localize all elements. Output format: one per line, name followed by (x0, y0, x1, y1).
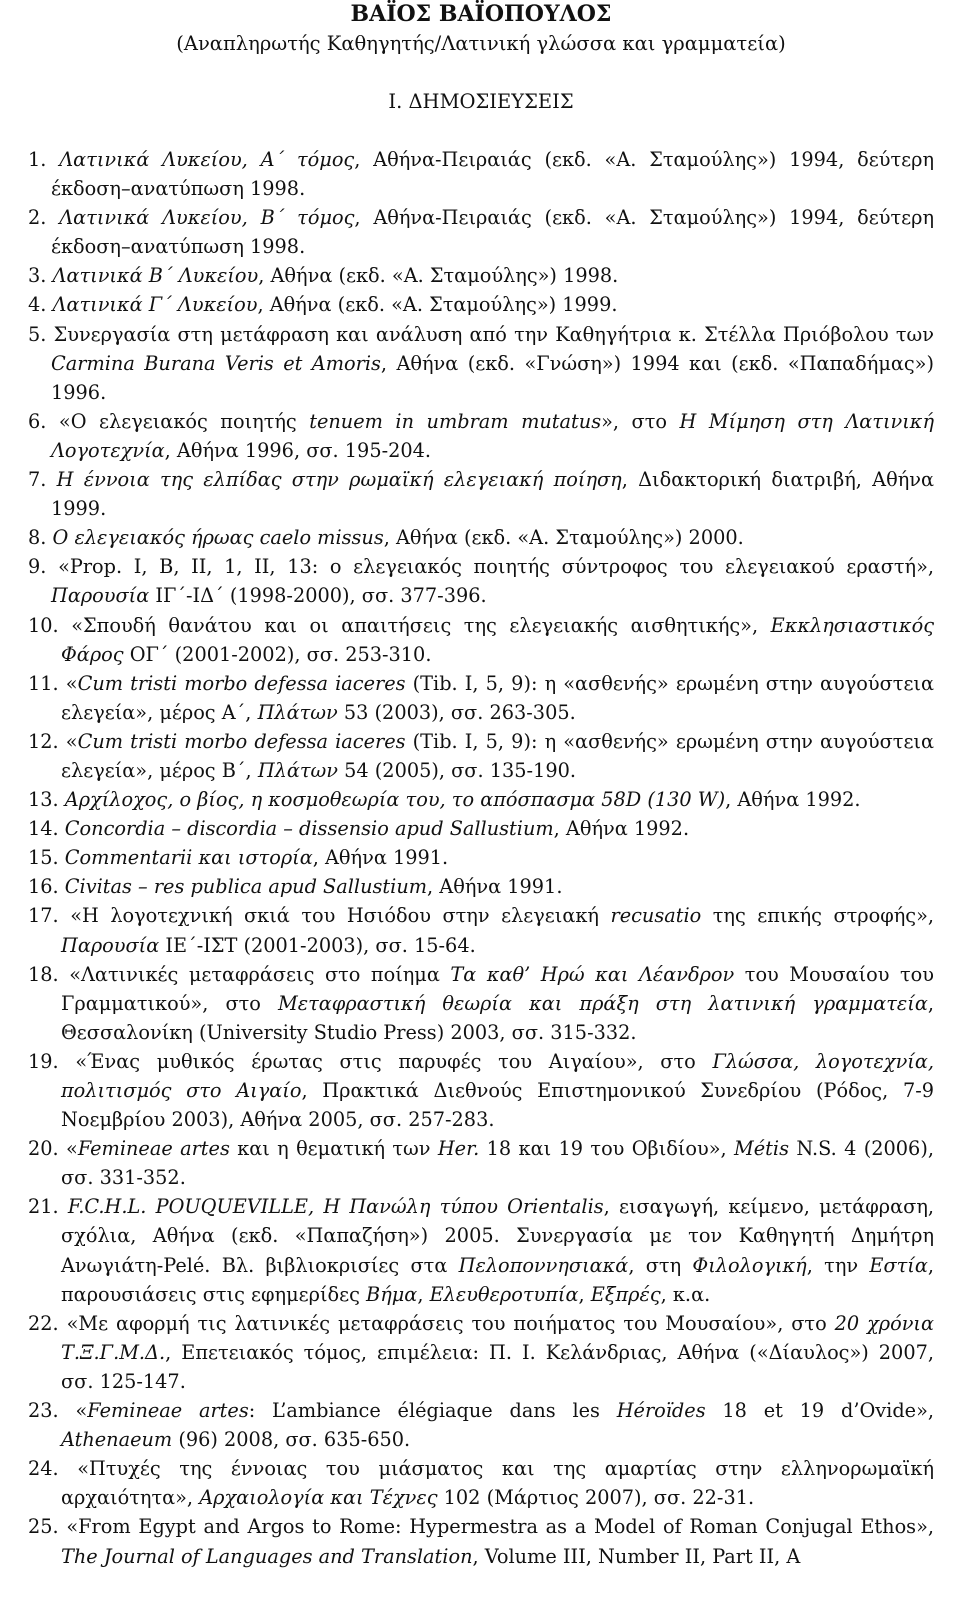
publication-text: «Ο ελεγειακός ποιητής (58, 409, 310, 433)
publication-title-italic: Γλώσσα, λογοτεχνία, πολιτισμός στο Αιγαίο (61, 1049, 935, 1102)
publication-text: , Αθήνα (εκδ. «Γνώση») 1994 και (εκδ. «Παπαδήμας») 1996. (51, 351, 934, 404)
publication-text: ΙΓ΄-ΙΔ΄ (1998-2000), σσ. 377-396. (149, 584, 487, 608)
publication-title-italic: Παρουσία (61, 933, 160, 957)
publication-item (28, 552, 934, 610)
publication-item (28, 1396, 934, 1454)
publication-text: », στο (601, 409, 680, 433)
publication-text: «Ένας μυθικός έρωτας στις παρυφές του Αιγαίου», στο (75, 1049, 713, 1073)
publication-title-italic: Παρουσία (51, 584, 150, 608)
publication-item (28, 465, 934, 523)
publication-number: 12. (28, 729, 66, 753)
publication-text: (Tib. I, 5, 9): η «ασθενής» ερωμένη στην αυγούστεια ελεγεία», μέρος Α΄, (61, 671, 935, 724)
publication-text: , Αθήνα 1991. (427, 875, 563, 899)
publication-title-italic: Τα καθ’ Ηρώ και Λέανδρον (450, 962, 735, 986)
publication-title-italic: The Journal of Languages and Translation (61, 1544, 473, 1568)
publication-title-italic: Cum tristi morbo defessa iaceres (77, 671, 406, 695)
publication-text: και η θεματική των (229, 1137, 438, 1161)
publication-text: , Θεσσαλονίκη (University Studio Press) 2003, σσ. 315-332. (61, 991, 935, 1044)
publication-item (28, 843, 934, 872)
publication-item (28, 814, 934, 843)
publication-text: , την (806, 1253, 870, 1277)
publication-title-italic: Λατινικά Γ΄ Λυκείου (52, 293, 258, 317)
publication-text: (Tib. I, 5, 9): η «ασθενής» ερωμένη στην αυγούστεια ελεγεία», μέρος Β΄, (61, 729, 935, 782)
publication-item (28, 290, 934, 319)
publication-title-italic: Her. (437, 1137, 480, 1161)
publication-text: , παρουσιάσεις στις εφημερίδες (61, 1253, 935, 1306)
publication-text: «Prop. I, B, II, 1, II, 13: ο ελεγειακός ποιητής σύντροφος του ελεγειακού εραστή», (58, 555, 934, 579)
publication-title-italic: Αρχίλοχος, ο βίος, η κοσμοθεωρία του, το απόσπασμα 58D (130 W) (64, 788, 726, 812)
publication-item (28, 1309, 934, 1396)
publication-title-italic: Femineae artes (87, 1399, 249, 1423)
publication-text: , Volume III, Number II, Part II, A (472, 1544, 801, 1568)
publication-text: , Αθήνα (εκδ. «Α. Σταμούλης») 1999. (257, 293, 618, 317)
publication-item (28, 1047, 934, 1134)
publication-text: : L’ambiance élégiaque dans les (248, 1399, 617, 1423)
publication-text: (96) 2008, σσ. 635-650. (172, 1428, 411, 1452)
publication-number: 21. (28, 1195, 68, 1219)
publication-text: «Λατινικές μεταφράσεις στο ποίημα (69, 962, 451, 986)
publication-title-italic: Πελοποννησιακά (458, 1253, 629, 1277)
publication-number: 6. (28, 409, 59, 433)
publication-item (28, 261, 934, 290)
publication-text: «Με αφορμή τις λατινικές μεταφράσεις του ποιήματος του Μουσαίου», στο (66, 1311, 835, 1335)
publication-title-italic: Εξπρές (590, 1282, 661, 1306)
publication-item (28, 960, 934, 1047)
publication-title-italic: Λατινικά Β΄ Λυκείου (52, 264, 259, 288)
publication-title-italic: Αρχαιολογία και Τέχνες (199, 1486, 438, 1510)
publication-item (28, 611, 934, 669)
publication-item (28, 523, 934, 552)
publication-number: 11. (28, 671, 66, 695)
publication-number: 8. (28, 526, 53, 550)
publication-item (28, 145, 934, 203)
publication-item (28, 407, 934, 465)
publication-number: 17. (28, 904, 71, 928)
publication-text: 18 et 19 d’Ovide», (705, 1399, 935, 1423)
publication-number: 22. (28, 1311, 67, 1335)
publication-text: ΟΓ΄ (2001-2002), σσ. 253-310. (123, 642, 432, 666)
publication-item (28, 203, 934, 261)
publication-text: , Επετειακός τόμος, επιμέλεια: Π. Ι. Κελάνδριας, Αθήνα («Δίαυλος») 2007, σσ. 125-147. (61, 1340, 934, 1393)
publication-title-italic: Πλάτων (257, 758, 338, 782)
publication-text: Συνεργασία στη μετάφραση και ανάλυση από την Καθηγήτρια κ. Στέλλα Πριόβολου των (53, 322, 934, 346)
publication-title-italic: Πλάτων (257, 700, 338, 724)
publication-title-italic: Η έννοια της ελπίδας στην ρωμαϊκή ελεγειακή ποίηση (56, 468, 622, 492)
publication-number: 13. (28, 788, 65, 812)
publication-number: 14. (28, 817, 65, 841)
publication-title-italic: 20 χρόνια Τ.Ξ.Γ.Μ.Δ. (61, 1311, 934, 1364)
publication-text: , Αθήνα-Πειραιάς (εκδ. «Α. Σταμούλης») 1994, δεύτερη έκδοση–ανατύπωση 1998. (51, 148, 934, 201)
publication-text: , Αθήνα 1996, σσ. 195-204. (164, 438, 432, 462)
publication-title-italic: Λατινικά Λυκείου, Β΄ τόμος (59, 206, 355, 230)
publication-item (28, 320, 934, 407)
publication-text: , Αθήνα-Πειραιάς (εκδ. «Α. Σταμούλης») 1994, δεύτερη έκδοση–ανατύπωση 1998. (51, 206, 935, 259)
publication-number: 23. (28, 1399, 76, 1423)
publication-text: 102 (Μάρτιος 2007), σσ. 22-31. (437, 1486, 755, 1510)
publication-title-italic: Athenaeum (61, 1428, 173, 1452)
publication-title-italic: Λατινικά Λυκείου, Α΄ τόμος (59, 148, 355, 171)
publication-number: 20. (28, 1137, 67, 1161)
publication-text: N.S. 4 (2006), σσ. 331-352. (61, 1137, 934, 1190)
publication-text: « (65, 729, 78, 753)
publication-text: « (65, 671, 78, 695)
publication-number: 15. (28, 846, 65, 870)
author-name: ΒΑΪΟΣ ΒΑΪΟΠΟΥΛΟΣ (350, 1, 612, 27)
publication-title-italic: recusatio (610, 904, 702, 928)
publication-text: «Η λογοτεχνική σκιά του Ησιόδου στην ελεγειακή (70, 904, 611, 928)
publication-number: 5. (28, 322, 54, 346)
publication-number: 25. (28, 1515, 67, 1539)
publication-item (28, 727, 934, 785)
publication-number: 3. (28, 264, 53, 288)
publication-title-italic: Μεταφραστική θεωρία και πράξη στη λατινική γραμματεία (278, 991, 928, 1015)
publication-item (28, 669, 934, 727)
publication-title-italic: Carmina Burana Veris et Amoris (51, 351, 381, 375)
publication-title-italic: Ο ελεγειακός ήρωας caelo missus (52, 526, 384, 550)
publication-number: 24. (28, 1457, 78, 1481)
publication-title-italic: Φιλολογική (692, 1253, 807, 1277)
publication-item (28, 1454, 934, 1512)
publication-item (28, 785, 934, 814)
publication-number: 18. (28, 962, 70, 986)
publication-text: του Μουσαίου του Γραμματικού», στο (61, 962, 934, 1015)
publication-text: «From Egypt and Argos to Rome: Hypermestra as a Model of Roman Conjugal Ethos», (66, 1515, 934, 1539)
publication-text: ΙΕ΄-ΙΣΤ (2001-2003), σσ. 15-64. (159, 933, 476, 957)
publication-text: , Αθήνα 1992. (725, 788, 861, 812)
section-title: Ι. ΔΗΜΟΣΙΕΥΣΕΙΣ (388, 90, 574, 113)
publication-text: 53 (2003), σσ. 263-305. (337, 700, 576, 724)
publication-title-italic: Civitas – res publica apud Sallustium (64, 875, 428, 899)
publication-number: 4. (28, 293, 53, 317)
publication-title-italic: Concordia – discordia – dissensio apud Sallustium (64, 817, 554, 841)
publication-title-italic: Ελευθεροτυπία (429, 1282, 579, 1306)
publication-item (28, 1512, 934, 1570)
publication-title-italic: Εστία (869, 1253, 928, 1277)
publication-title-italic: Héroïdes (616, 1399, 706, 1423)
publication-item (28, 1192, 934, 1308)
publication-item (28, 901, 934, 959)
publication-number: 10. (28, 613, 72, 637)
publication-text: , στη (628, 1253, 693, 1277)
publication-text: της επικής στροφής», (701, 904, 934, 928)
publication-text: , Αθήνα 1991. (312, 846, 449, 870)
publication-title-italic: Cum tristi morbo defessa iaceres (77, 729, 406, 753)
publication-text: , Πρακτικά Διεθνούς Επιστημονικού Συνεδρίου (Ρόδος, 7-9 Νοεμβρίου 2003), Αθήνα 2005, σσ. 257-283. (61, 1079, 934, 1132)
publication-text: « (66, 1137, 78, 1161)
publication-title-italic: Εκκλησιαστικός Φάρος (61, 613, 934, 666)
publication-text: , Αθήνα 1992. (553, 817, 690, 841)
publication-title-italic: Βήμα (366, 1282, 418, 1306)
publication-number: 1. (28, 148, 60, 171)
publication-title-italic: Η Μίμηση στη Λατινική Λογοτεχνία (51, 409, 935, 462)
publication-number: 19. (28, 1049, 76, 1073)
publication-list (28, 145, 934, 1571)
publication-title-italic: Métis (734, 1137, 789, 1161)
publication-title-italic: Femineae artes (77, 1137, 230, 1161)
publication-text: 18 και 19 του Οβιδίου», (479, 1137, 735, 1161)
publication-text: « (75, 1399, 88, 1423)
publication-item (28, 872, 934, 901)
publication-number: 7. (28, 468, 57, 492)
publication-title-italic: tenuem in umbram mutatus (309, 409, 602, 433)
publication-text: 54 (2005), σσ. 135-190. (337, 758, 576, 782)
publication-title-italic: Commentarii και ιστορία (64, 846, 313, 870)
publication-number: 16. (28, 875, 65, 899)
author-position: (Αναπληρωτής Καθηγητής/Λατινική γλώσσα και γραμματεία) (176, 32, 786, 55)
publication-text: , Διδακτορική διατριβή, Αθήνα 1999. (51, 468, 934, 521)
publication-text: , κ.α. (660, 1282, 711, 1306)
publication-text: «Σπουδή θανάτου και οι απαιτήσεις της ελεγειακής αισθητικής», (71, 613, 771, 637)
publication-title-italic: F.C.H.L. POUQUEVILLE, Η Πανώλη τύπου Orientalis (67, 1195, 604, 1219)
publication-text: , (578, 1282, 591, 1306)
publication-text: «Πτυχές της έννοιας του μιάσματος και της αμαρτίας στην ελληνορωμαϊκή αρχαιότητα», (61, 1457, 935, 1510)
publication-text: , Αθήνα (εκδ. «Α. Σταμούλης») 1998. (258, 264, 619, 288)
publication-text: , εισαγωγή, κείμενο, μετάφραση, σχόλια, Αθήνα (εκδ. «Παπαζήση») 2005. Συνεργασία με τον Καθηγητή Δημήτρη Ανωγιάτη-Pelé. Βλ. βιβλιοκρισίες στα (61, 1195, 934, 1277)
publication-item (28, 1134, 934, 1192)
publication-number: 9. (28, 555, 59, 579)
publication-text: , (417, 1282, 430, 1306)
publication-text: , Αθήνα (εκδ. «Α. Σταμούλης») 2000. (383, 526, 744, 550)
publication-number: 2. (28, 206, 60, 230)
